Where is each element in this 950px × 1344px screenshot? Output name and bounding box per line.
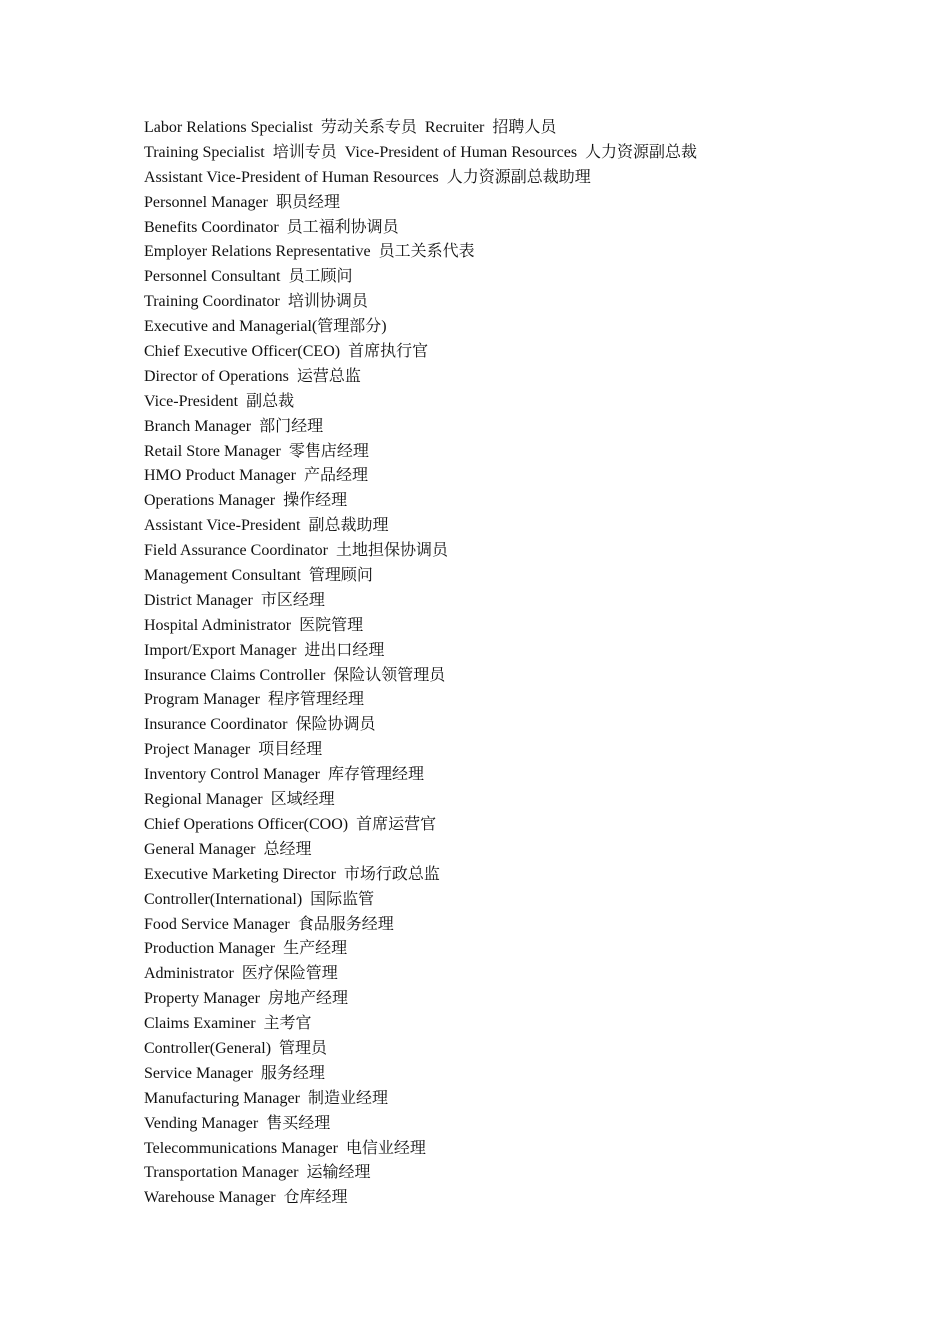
list-line: Food Service Manager 食品服务经理 <box>144 915 394 933</box>
list-line: Personnel Consultant 员工顾问 <box>144 268 353 286</box>
list-line: Inventory Control Manager 库存管理经理 <box>144 766 424 784</box>
list-line: General Manager 总经理 <box>144 840 312 858</box>
list-line: Personnel Manager 职员经理 <box>144 193 340 211</box>
list-line: District Manager 市区经理 <box>144 591 325 609</box>
list-line: Assistant Vice-President of Human Resources 人力资源副总裁助理 <box>144 168 591 186</box>
list-line: Employer Relations Representative 员工关系代表 <box>144 243 475 261</box>
list-line: HMO Product Manager 产品经理 <box>144 467 368 485</box>
list-line: Chief Operations Officer(COO) 首席运营官 <box>144 815 437 833</box>
list-line: Director of Operations 运营总监 <box>144 367 361 385</box>
section-heading: Executive and Managerial(管理部分) <box>144 318 387 336</box>
list-line: Insurance Coordinator 保险协调员 <box>144 716 376 734</box>
list-line: Service Manager 服务经理 <box>144 1064 325 1082</box>
list-line: Field Assurance Coordinator 土地担保协调员 <box>144 542 448 560</box>
list-line: Project Manager 项目经理 <box>144 741 323 759</box>
list-line: Retail Store Manager 零售店经理 <box>144 442 369 460</box>
job-title-list <box>144 116 904 1211</box>
list-line: Manufacturing Manager 制造业经理 <box>144 1089 388 1107</box>
list-line: Telecommunications Manager 电信业经理 <box>144 1139 426 1157</box>
list-line: Executive Marketing Director 市场行政总监 <box>144 865 440 883</box>
list-line: Warehouse Manager 仓库经理 <box>144 1189 348 1207</box>
list-line: Regional Manager 区域经理 <box>144 791 335 809</box>
list-line: Labor Relations Specialist 劳动关系专员 Recruiter 招聘人员 <box>144 119 557 136</box>
list-line: Import/Export Manager 进出口经理 <box>144 641 385 659</box>
list-line: Controller(International) 国际监管 <box>144 890 375 908</box>
list-line: Chief Executive Officer(CEO) 首席执行官 <box>144 343 429 361</box>
list-line: Training Specialist 培训专员 Vice-President of Human Resources 人力资源副总裁 <box>144 143 698 161</box>
list-line: Operations Manager 操作经理 <box>144 492 348 510</box>
list-line: Insurance Claims Controller 保险认领管理员 <box>144 666 446 684</box>
list-line: Benefits Coordinator 员工福利协调员 <box>144 218 399 236</box>
list-line: Training Coordinator 培训协调员 <box>144 293 368 311</box>
list-line: Property Manager 房地产经理 <box>144 990 348 1008</box>
list-line: Program Manager 程序管理经理 <box>144 691 364 709</box>
list-line: Production Manager 生产经理 <box>144 940 348 958</box>
list-line: Vending Manager 售买经理 <box>144 1114 331 1132</box>
list-line: Controller(General) 管理员 <box>144 1039 328 1057</box>
list-line: Administrator 医疗保险管理 <box>144 965 338 983</box>
list-line: Management Consultant 管理顾问 <box>144 567 373 585</box>
list-line: Assistant Vice-President 副总裁助理 <box>144 517 389 535</box>
list-line: Vice-President 副总裁 <box>144 392 295 410</box>
list-line: Claims Examiner 主考官 <box>144 1015 312 1033</box>
list-line: Hospital Administrator 医院管理 <box>144 616 364 634</box>
list-line: Branch Manager 部门经理 <box>144 417 324 435</box>
list-line: Transportation Manager 运输经理 <box>144 1164 371 1182</box>
